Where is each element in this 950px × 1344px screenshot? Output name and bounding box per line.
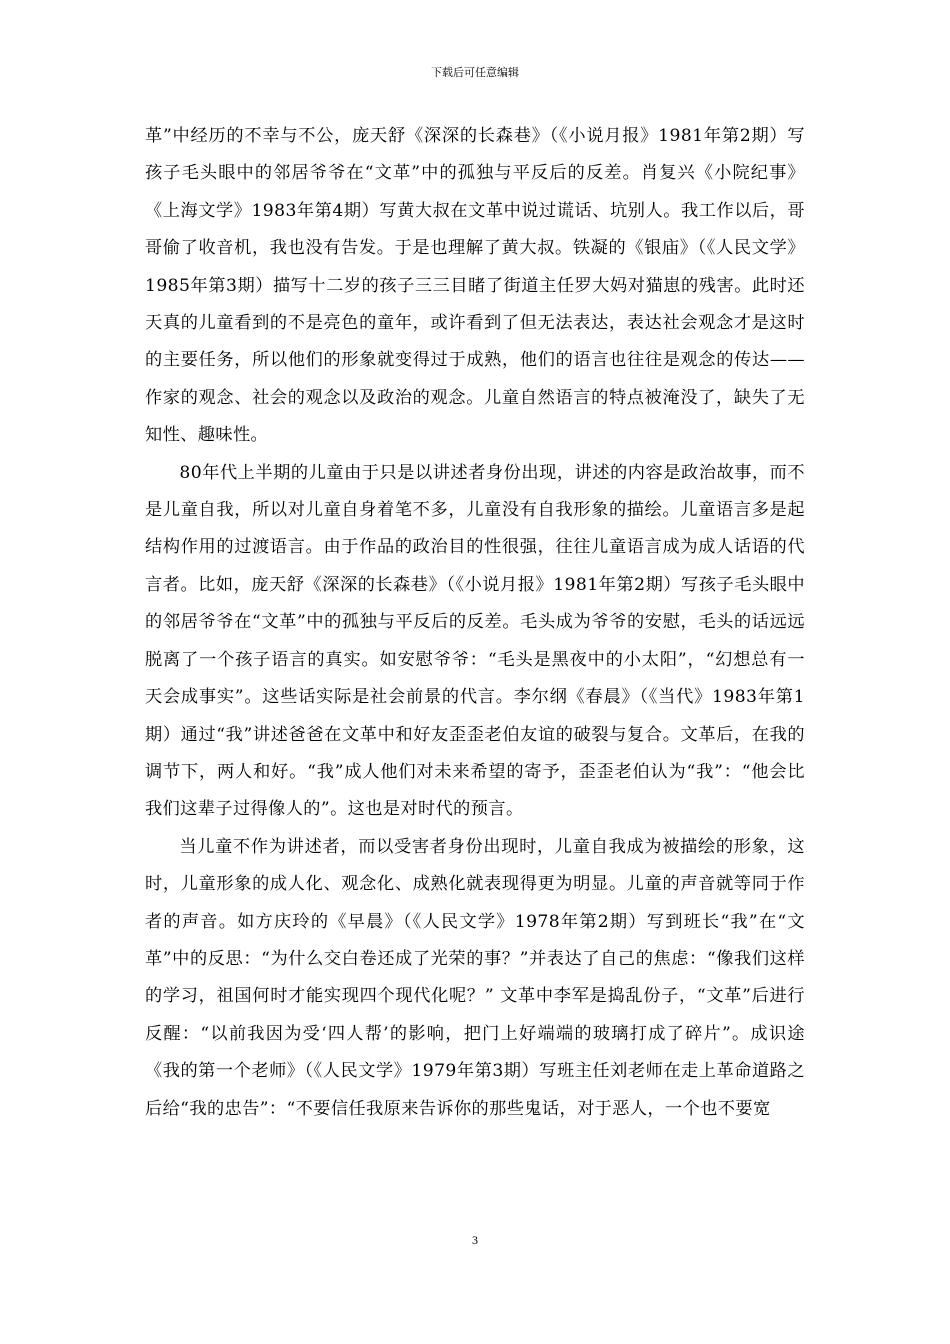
paragraph: 80年代上半期的儿童由于只是以讲述者身份出现，讲述的内容是政治故事，而不是儿童自我，所以对儿童自身着笔不多，儿童没有自我形象的描绘。儿童语言多是起结构作用的过渡语言。由于作品的政治目的性很强，往往儿童语言成为成人话语的代言者。比如，庞天舒《深深的长森巷》（《小说月报》1981年第2期）写孩子毛头眼中的邻居爷爷在“文革”中的孤独与平反后的反差。毛头成为爷爷的安慰，毛头的话远远脱离了一个孩子语言的真实。如安慰爷爷：“毛头是黑夜中的小太阳”，“幻想总有一天会成事实”。这些话实际是社会前景的代言。李尔纲《春晨》（《当代》1983年第1期）通过“我”讲述爸爸在文革中和好友歪歪老伯友谊的破裂与复合。文革后，在我的调节下，两人和好。“我”成人他们对未来希望的寄予，歪歪老伯认为“我”：“他会比我们这辈子过得像人的”。这也是对时代的预言。	[145, 462, 805, 820]
body-text	[145, 118, 805, 1128]
page-header: 下载后可任意编辑	[431, 66, 519, 79]
paragraph: 革”中经历的不幸与不公，庞天舒《深深的长森巷》（《小说月报》1981年第2期）写孩子毛头眼中的邻居爷爷在“文革”中的孤独与平反后的反差。肖复兴《小院纪事》《上海文学》1983年第4期）写黄大叔在文革中说过谎话、坑别人。我工作以后，哥哥偷了收音机，我也没有告发。于是也理解了黄大叔。铁凝的《银庙》（《人民文学》1985年第3期）描写十二岁的孩子三三目睹了街道主任罗大妈对猫崽的残害。此时还天真的儿童看到的不是亮色的童年，或许看到了但无法表达，表达社会观念才是这时的主要任务，所以他们的形象就变得过于成熟，他们的语言也往往是观念的传达——作家的观念、社会的观念以及政治的观念。儿童自然语言的特点被淹没了，缺失了无知性、趣味性。	[145, 126, 805, 446]
page-number: 3	[472, 1233, 478, 1247]
paragraph: 当儿童不作为讲述者，而以受害者身份出现时，儿童自我成为被描绘的形象，这时，儿童形象的成人化、观念化、成熟化就表现得更为明显。儿童的声音就等同于作者的声音。如方庆玲的《早晨》（《人民文学》1978年第2期）写到班长“我”在“文革”中的反思：“为什么交白卷还成了光荣的事？”并表达了自己的焦虑：“像我们这样的学习，祖国何时才能实现四个现代化呢？” 文革中李军是捣乱份子，“文革”后进行反醒：“以前我因为受‘四人帮’的影响，把门上好端端的玻璃打成了碎片”。成识途《我的第一个老师》（《人民文学》1979年第3期）写班主任刘老师在走上革命道路之后给“我的忠告”：“不要信任我原来告诉你的那些鬼话，对于恶人，一个也不要宽	[145, 836, 805, 1119]
